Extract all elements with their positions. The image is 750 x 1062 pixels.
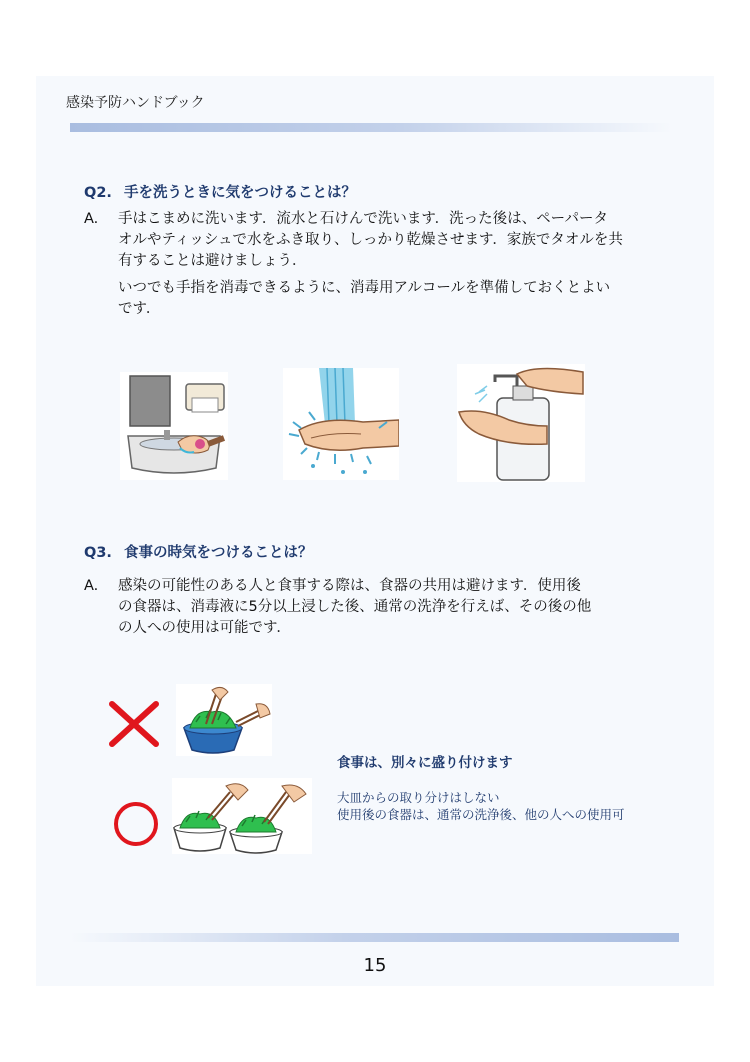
q3-number: Q3. [84,545,112,561]
circle-mark-icon [112,800,160,848]
hand-sanitizer-illustration [457,364,585,482]
q2-answer-line: いつでも手指を消毒できるように、消毒用アルコールを準備しておくとよい [118,280,611,296]
q2-answer-line: 手はこまめに洗います．流水と石けんで洗います．洗った後は、ペーパータ [118,211,608,227]
caption-line-2: 使用後の食器は、通常の洗浄後、他の人への使用可 [337,807,625,822]
q2-answer [84,209,674,320]
sink-handwashing-illustration [120,372,228,480]
q3-answer-paragraph [118,576,674,639]
separate-bowls-illustration [172,778,312,854]
q3-answer-line: 感染の可能性のある人と食事する際は、食器の共用は避けます．使用後 [118,578,581,594]
q3-answer [84,576,674,639]
footer-divider [70,933,679,942]
cross-mark-icon [108,700,160,748]
q3-answer-line: の人への使用は可能です． [118,620,291,636]
running-water-illustration [283,368,399,480]
q2-question: 手を洗うときに気をつけることは？ [124,185,356,201]
q2-heading [84,181,356,202]
q2-answer-paragraph-1 [118,209,674,272]
q3-heading [84,541,313,562]
q3-question: 食事の時気をつけることは？ [124,545,313,561]
caption-line-1: 大皿からの取り分けはしない [337,790,500,805]
q3-answer-label: A. [84,578,99,594]
q2-answer-paragraph-2 [118,278,674,320]
shared-platter-illustration [176,684,272,756]
q2-answer-label: A. [84,211,99,227]
header-divider [70,123,672,132]
q2-number: Q2. [84,185,112,201]
page-number: 15 [363,955,387,976]
q2-answer-line: です． [118,301,161,317]
q2-answer-line: オルやティッシュで水をふき取り、しっかり乾燥させます．家族でタオルを共 [118,232,623,248]
q3-answer-line: の食器は、消毒液に5分以上浸した後、通常の洗浄を行えば、その後の他 [118,599,592,615]
handbook-title: 感染予防ハンドブック [66,95,205,111]
caption-title: 食事は、別々に盛り付けます [337,755,513,771]
q2-answer-line: 有することは避けましょう． [118,253,307,269]
